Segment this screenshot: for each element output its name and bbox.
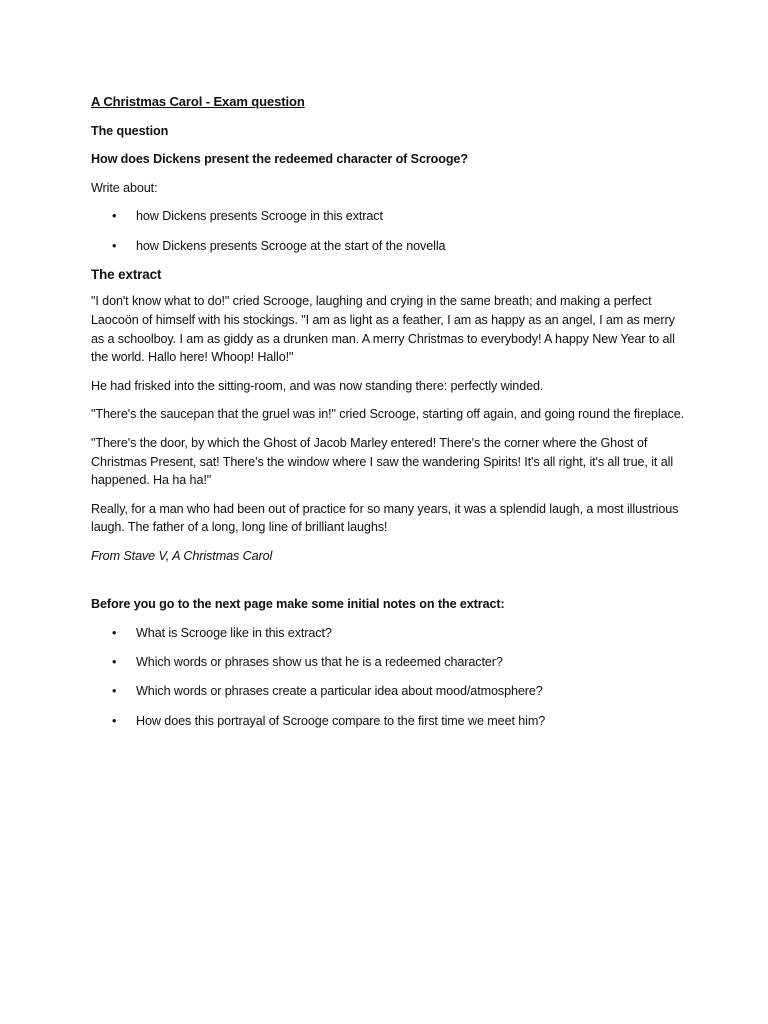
bullet-icon: •	[112, 238, 117, 253]
write-about-list	[91, 207, 691, 255]
exam-question: How does Dickens present the redeemed character of Scrooge?	[91, 152, 468, 167]
question-heading: The question	[91, 123, 169, 138]
write-about-label: Write about:	[91, 180, 158, 195]
extract-source: From Stave V, A Christmas Carol	[91, 548, 273, 563]
list-item-text: How does this portrayal of Scrooge compare to the first time we meet him?	[136, 713, 546, 728]
list-item	[91, 712, 691, 731]
notes-list	[91, 624, 691, 730]
list-item-text: how Dickens presents Scrooge in this extract	[136, 209, 383, 224]
list-item-text: how Dickens presents Scrooge at the start of the novella	[136, 238, 446, 253]
list-item	[91, 653, 691, 672]
extract-paragraph: "There's the door, by which the Ghost of Jacob Marley entered! There's the corner where the Ghost of Christmas Present, sat! There's the window where I saw the wandering Spirits! It's all right, it's all true, it all happened. Ha ha ha!"	[91, 435, 674, 488]
document-page	[91, 93, 691, 741]
list-item-text: Which words or phrases show us that he is a redeemed character?	[136, 655, 503, 670]
notes-instruction: Before you go to the next page make some initial notes on the extract:	[91, 597, 505, 612]
bullet-icon: •	[112, 209, 117, 224]
list-item	[91, 624, 691, 643]
bullet-icon: •	[112, 626, 117, 641]
extract-paragraph: He had frisked into the sitting-room, and was now standing there: perfectly winded.	[91, 378, 544, 393]
extract-paragraph: Really, for a man who had been out of practice for so many years, it was a splendid laugh, a most illustrious laugh. The father of a long, long line of brilliant laughs!	[91, 501, 679, 535]
list-item	[91, 237, 691, 256]
bullet-icon: •	[112, 713, 117, 728]
bullet-icon: •	[112, 655, 117, 670]
document-title: A Christmas Carol - Exam question	[91, 94, 305, 109]
list-item-text: Which words or phrases create a particular idea about mood/atmosphere?	[136, 684, 543, 699]
extract-paragraph: "I don't know what to do!" cried Scrooge, laughing and crying in the same breath; and making a perfect Laocoön of himself with his stockings. "I am as light as a feather, I am as happy as an angel, I am as merry as a schoolboy. I am as giddy as a drunken man. A merry Christmas to everybody! A happy New Year to all the world. Hallo here! Whoop! Hallo!"	[91, 294, 675, 365]
list-item	[91, 207, 691, 226]
bullet-icon: •	[112, 684, 117, 699]
extract-paragraph: "There's the saucepan that the gruel was in!" cried Scrooge, starting off again, and going round the fireplace.	[91, 407, 684, 422]
extract-heading: The extract	[91, 266, 162, 282]
list-item-text: What is Scrooge like in this extract?	[136, 626, 332, 641]
list-item	[91, 682, 691, 701]
